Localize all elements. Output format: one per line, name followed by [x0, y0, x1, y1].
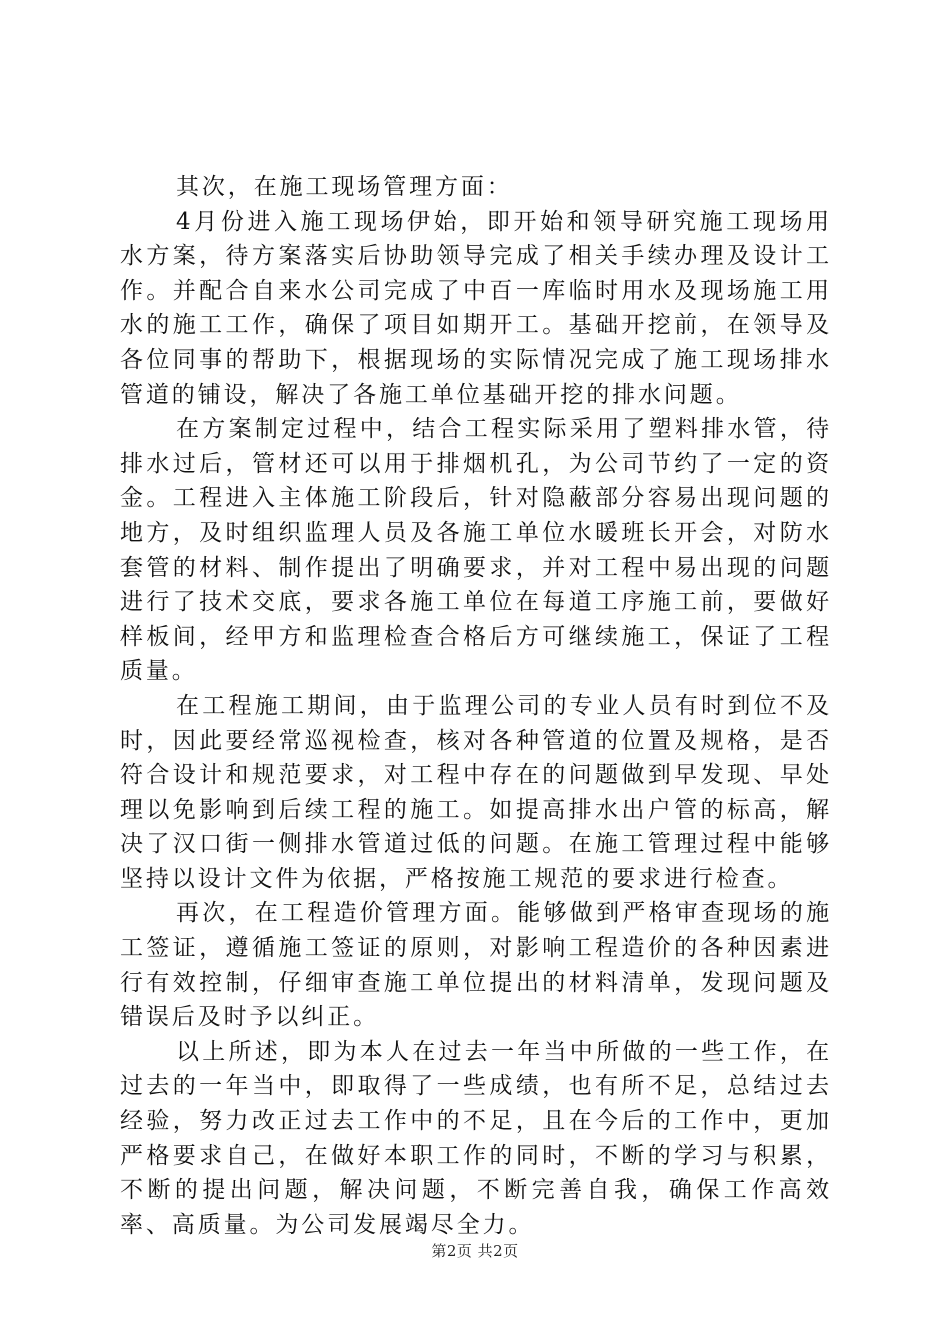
- paragraph-construction-inspection: 在工程施工期间，由于监理公司的专业人员有时到位不及时，因此要经常巡视检查，核对各种管道的位置及规格，是否符合设计和规范要求，对工程中存在的问题做到早发现、早处理以免影响到后续工程的施工。如提高排水出户管的标高，解决了汉口街一侧排水管道过低的问题。在施工管理过程中能够坚持以设计文件为依据，严格按施工规范的要求进行检查。: [120, 692, 832, 892]
- paragraph-site-management-heading: 其次，在施工现场管理方面：: [176, 174, 513, 200]
- paragraph-summary: 以上所述，即为本人在过去一年当中所做的一些工作，在过去的一年当中，即取得了一些成绩，也有所不足，总结过去经验，努力改正过去工作中的不足，且在今后的工作中，更加严格要求自己，在做好本职工作的同时，不断的学习与积累，不断的提出问题，解决问题，不断完善自我，确保工作高效率、高质量。为公司发展竭尽全力。: [120, 1038, 832, 1238]
- document-body: [120, 170, 832, 1242]
- paragraph-site-water-plan: 4月份进入施工现场伊始，即开始和领导研究施工现场用水方案，待方案落实后协助领导完成了相关手续办理及设计工作。并配合自来水公司完成了中百一库临时用水及现场施工用水的施工工作，确保了项目如期开工。基础开挖前，在领导及各位同事的帮助下，根据现场的实际情况完成了施工现场排水管道的铺设，解决了各施工单位基础开挖的排水问题。: [120, 208, 832, 408]
- paragraph-cost-management: 再次，在工程造价管理方面。能够做到严格审查现场的施工签证，遵循施工签证的原则，对影响工程造价的各种因素进行有效控制，仔细审查施工单位提出的材料清单，发现问题及错误后及时予以纠正。: [120, 900, 832, 1031]
- page-number-footer: 第2页 共2页: [431, 1242, 519, 1260]
- paragraph-drainage-pipe-plan: 在方案制定过程中，结合工程实际采用了塑料排水管，待排水过后，管材还可以用于排烟机孔，为公司节约了一定的资金。工程进入主体施工阶段后，针对隐蔽部分容易出现问题的地方，及时组织监理人员及各施工单位水暖班长开会，对防水套管的材料、制作提出了明确要求，并对工程中易出现的问题进行了技术交底，要求各施工单位在每道工序施工前，要做好样板间，经甲方和监理检查合格后方可继续施工，保证了工程质量。: [120, 416, 832, 685]
